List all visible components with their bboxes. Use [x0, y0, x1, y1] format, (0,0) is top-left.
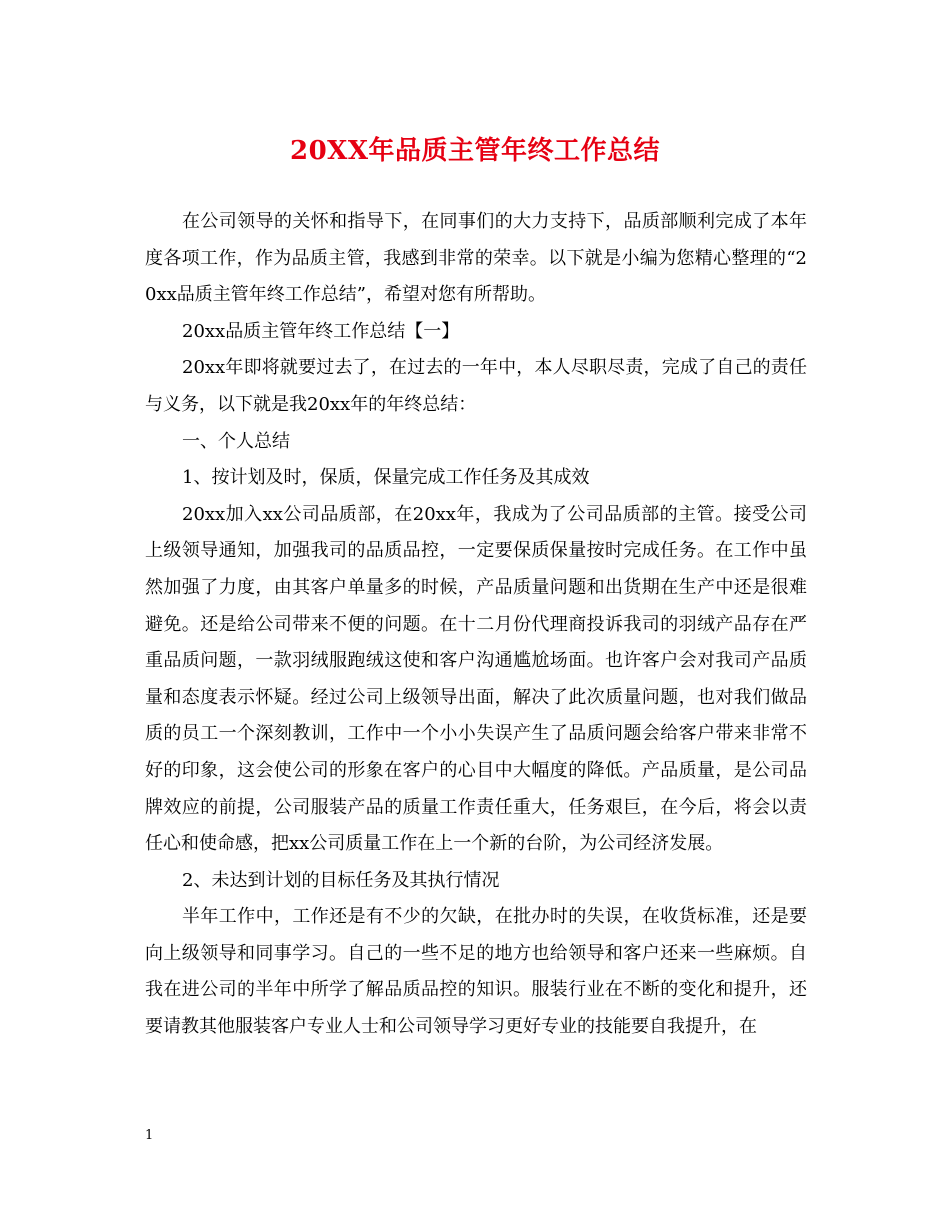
document-body [145, 204, 807, 1046]
page-number: 1 [145, 1128, 154, 1143]
intro-paragraph: 在公司领导的关怀和指导下，在同事们的大力支持下，品质部顺利完成了本年度各项工作，作为品质主管，我感到非常的荣幸。以下就是小编为您精心整理的“20xx品质主管年终工作总结”，希望对您有所帮助。 [145, 211, 807, 306]
list-item-heading: 1、按计划及时，保质，保量完成工作任务及其成效 [182, 467, 590, 489]
body-paragraph: 半年工作中，工作还是有不少的欠缺，在批办时的失误，在收货标准，还是要向上级领导和同事学习。自己的一些不足的地方也给领导和客户还来一些麻烦。自我在进公司的半年中所学了解品质品控的知识。服装行业在不断的变化和提升，还要请教其他服装客户专业人士和公司领导学习更好专业的技能要自我提升，在 [145, 906, 807, 1038]
section-heading: 20xx品质主管年终工作总结【一】 [182, 320, 460, 342]
body-paragraph: 20xx年即将就要过去了，在过去的一年中，本人尽职尽责，完成了自己的责任与义务，以下就是我20xx年的年终总结： [145, 357, 807, 415]
document-title: 20XX年品质主管年终工作总结 [289, 136, 661, 166]
list-item-heading: 2、未达到计划的目标任务及其执行情况 [182, 869, 500, 891]
body-paragraph: 20xx加入xx公司品质部，在20xx年，我成为了公司品质部的主管。接受公司上级领导通知，加强我司的品质品控，一定要保质保量按时完成任务。在工作中虽然加强了力度，由其客户单量多的时候，产品质量问题和出货期在生产中还是很难避免。还是给公司带来不便的问题。在十二月份代理商投诉我司的羽绒产品存在严重品质问题，一款羽绒服跑绒这使和客户沟通尴尬场面。也许客户会对我司产品质量和态度表示怀疑。经过公司上级领导出面，解决了此次质量问题，也对我们做品质的员工一个深刻教训，工作中一个小小失误产生了品质问题会给客户带来非常不好的印象，这会使公司的形象在客户的心目中大幅度的降低。产品质量，是公司品牌效应的前提，公司服装产品的质量工作责任重大，任务艰巨，在今后，将会以责任心和使命感，把xx公司质量工作在上一个新的台阶，为公司经济发展。 [145, 503, 807, 855]
subsection-heading: 一、个人总结 [182, 430, 290, 452]
